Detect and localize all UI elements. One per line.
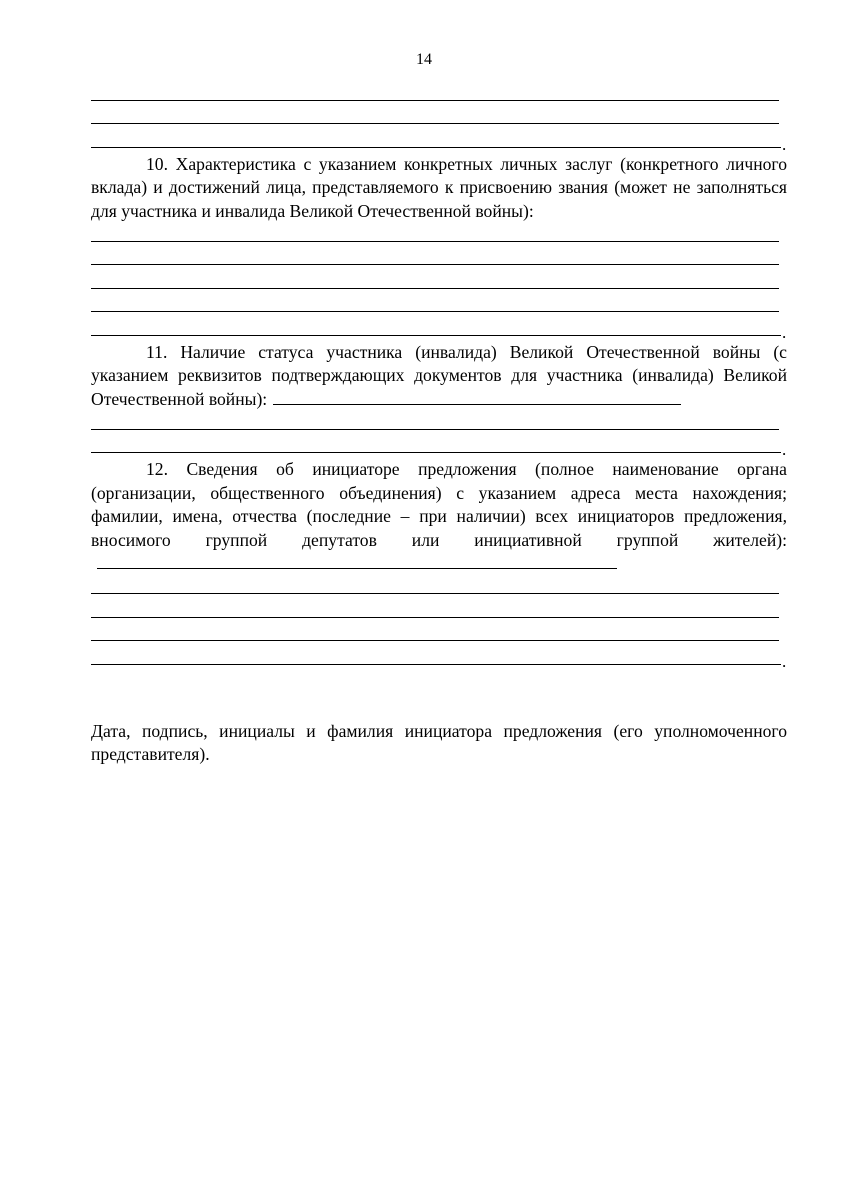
inline-blank[interactable] [97, 567, 617, 569]
signature-text: Дата, подпись, инициалы и фамилия инициатора предложения (его уполномоченного представителя). [91, 720, 787, 764]
blank-line[interactable] [91, 82, 787, 106]
inline-blank[interactable] [273, 403, 681, 405]
section-11-label: 11. Наличие статуса участника (инвалида) Великой Отечественной войны (с указанием реквизитов подтверждающих документов для участника (инвалида) Великой Отечественной войны): [91, 341, 787, 409]
blank-line[interactable] [91, 106, 787, 130]
line-end-mark: . [782, 651, 787, 671]
section-10-text: 10. Характеристика с указанием конкретных личных заслуг (конкретного личного вклада) и достижений лица, представляемого к присвоению звания (может не заполняться для участника и инвалида Великой Отечественной войны): [91, 153, 787, 221]
line-end-mark: . [782, 134, 787, 154]
blank-line[interactable] [91, 223, 787, 247]
blank-line[interactable] [91, 623, 787, 647]
section-11-text [91, 341, 787, 412]
line-end-mark: . [782, 440, 787, 459]
blank-line[interactable] [91, 247, 787, 271]
line-end-mark: . [782, 322, 787, 342]
blank-line[interactable] [91, 576, 787, 600]
blank-line[interactable] [91, 270, 787, 294]
form-body [91, 82, 787, 767]
section-12-text [91, 458, 787, 576]
blank-line[interactable] [91, 646, 787, 670]
blank-line[interactable] [91, 435, 787, 459]
blank-line[interactable] [91, 599, 787, 623]
blank-line[interactable] [91, 411, 787, 435]
blank-line[interactable] [91, 294, 787, 318]
page-number: 14 [416, 51, 432, 68]
section-12-label: 12. Сведения об инициаторе предложения (полное наименование органа (организации, общественного объединения) с указанием адреса места нахождения; фамилии, имена, отчества (последние – при наличии) всех инициаторов предложения, вносимого группой депутатов или инициативной группой жителей): [91, 459, 787, 550]
blank-line[interactable] [91, 317, 787, 341]
blank-line[interactable] [91, 129, 787, 153]
